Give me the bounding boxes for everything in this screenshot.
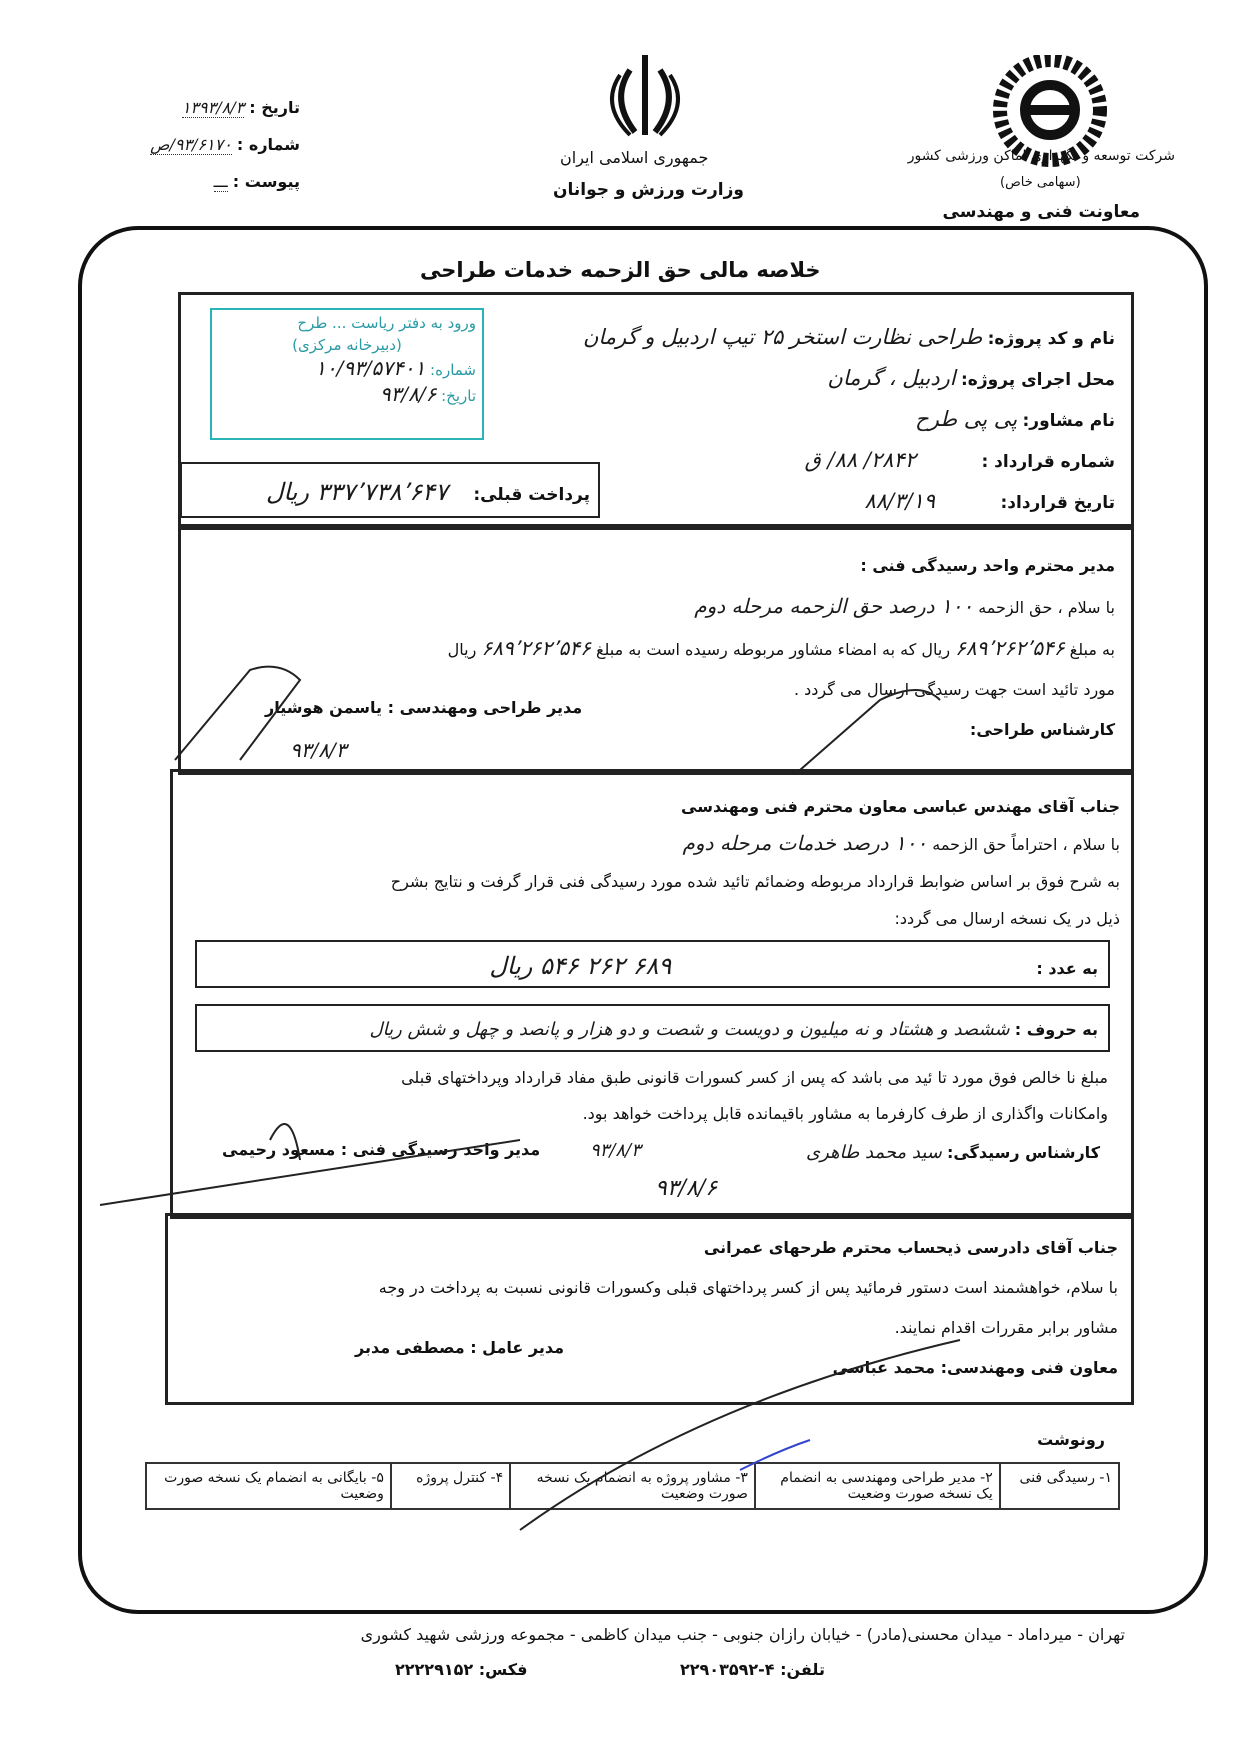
copies-table — [145, 1462, 1120, 1510]
ministry-name: وزارت ورزش و جوانان — [553, 180, 744, 200]
section1-heading: مدیر محترم واحد رسیدگی فنی : — [860, 556, 1115, 575]
section2-line3: ذیل در یک نسخه ارسال می گردد: — [894, 909, 1120, 928]
prev-payment-label: پرداخت قبلی: — [473, 485, 590, 505]
words-label: به حروف : — [1014, 1020, 1098, 1039]
review-note2: وامکانات واگذاری از طرف کارفرما به مشاور باقیمانده قابل پرداخت خواهد بود. — [582, 1104, 1108, 1123]
number-value: ۹۳/۶۱۷۰/ص — [150, 135, 232, 154]
reviewer — [806, 1142, 1100, 1163]
section1-fee-desc: ۱۰۰ درصد حق الزحمه مرحله دوم — [694, 594, 974, 618]
section-payment — [158, 1228, 1118, 1388]
project-location-label: محل اجرای پروژه: — [961, 370, 1115, 390]
design-manager-date: ۹۳/۸/۳ — [290, 738, 347, 762]
stamp-date-value: ۹۳/۸/۶ — [379, 382, 437, 406]
reviewer-label: کارشناس رسیدگی: — [946, 1143, 1100, 1162]
project-name-value: طراحی نظارت استخر ۲۵ تیپ اردبیل و گرمان — [582, 325, 983, 349]
deputy-signatory: معاون فنی ومهندسی: محمد عباسی — [832, 1358, 1118, 1377]
footer-fax: فکس: ۲۲۲۲۹۱۵۲ — [395, 1660, 528, 1679]
prev-payment-value: ۳۳۷٬۷۳۸٬۶۴۷ ریال — [265, 478, 448, 506]
reviewer-value: سید محمد طاهری — [806, 1142, 942, 1163]
date-label: تاریخ : — [249, 98, 300, 117]
review-hand-date: ۹۳/۸/۳ — [590, 1140, 641, 1161]
copy-item: ۱- رسیدگی فنی — [1000, 1463, 1119, 1509]
review-bottom-date: ۹۳/۸/۶ — [655, 1176, 718, 1201]
section1-line1: با سلام ، حق الزحمه — [978, 598, 1115, 617]
company-name: شرکت توسعه و نگهداری اماکن ورزشی کشور — [907, 148, 1175, 164]
section3-heading: جناب آقای دادرسی ذیحساب محترم طرحهای عمرانی — [703, 1238, 1118, 1257]
project-location-value: اردبیل ، گرمان — [827, 366, 956, 390]
contract-date-label: تاریخ قرارداد: — [1000, 493, 1115, 513]
previous-payment-box — [180, 462, 600, 518]
copy-item: ۳- مشاور پروژه به انضمام یک نسخه صورت وضعیت — [510, 1463, 755, 1509]
department: معاونت فنی و مهندسی — [942, 202, 1140, 222]
copy-item: ۴- کنترل پروژه — [391, 1463, 510, 1509]
document-title: خلاصه مالی حق الزحمه خدمات طراحی — [420, 258, 821, 282]
section2-line1: با سلام ، احتراماً حق الزحمه — [932, 835, 1120, 854]
copy-item: ۵- بایگانی به انضمام یک نسخه صورت وضعیت — [146, 1463, 391, 1509]
footer-phone: تلفن: ۴-۲۲۹۰۳۵۹۲ — [680, 1660, 825, 1679]
section3-line1: با سلام، خواهشمند است دستور فرمائید پس از کسر پرداختهای قبلی وکسورات قانونی نسبت به پرداخت در وجه — [378, 1278, 1118, 1297]
section-design — [165, 546, 1115, 750]
number-label: شماره : — [236, 135, 300, 154]
footer-address: تهران - میرداماد - میدان محسنی(مادر) - خیابان رازان جنوبی - جنب میدان کاظمی - مجموعه ورزشی شهید کشوری — [360, 1625, 1125, 1644]
section3-line2: مشاور برابر مقررات اقدام نمایند. — [894, 1318, 1118, 1337]
received-stamp — [210, 308, 484, 440]
header-attachment — [100, 172, 300, 191]
section1-text-b: ریال که به امضاء مشاور مربوطه رسیده است به مبلغ — [595, 640, 951, 659]
review-note1: مبلغ نا خالص فوق مورد تا ئید می باشد که پس از کسر کسورات قانونی طبق مفاد قرارداد وپرداختهای قبلی — [401, 1068, 1108, 1087]
review-notes — [148, 1060, 1108, 1132]
design-manager: مدیر طراحی ومهندسی : یاسمن هوشیار — [265, 698, 583, 717]
stamp-number-value: ۱۰/۹۳/۵۷۴۰۱ — [315, 356, 426, 380]
stamp-line1: ورود به دفتر ریاست ... طرح — [297, 314, 476, 332]
amount-digits-box — [195, 940, 1110, 988]
header-date — [100, 98, 300, 117]
design-expert-label: کارشناس طراحی: — [969, 720, 1115, 739]
stamp-date-label: تاریخ: — [441, 387, 476, 405]
company-type: (سهامی خاص) — [1000, 175, 1081, 190]
stamp-number-label: شماره: — [430, 361, 476, 379]
date-value: ۱۳۹۳/۸/۳ — [181, 98, 245, 117]
words-value: ششصد و هشتاد و نه میلیون و دویست و شصت و دو هزار و پانصد و چهل و شش ریال — [369, 1019, 1010, 1040]
copy-item: ۲- مدیر طراحی ومهندسی به انضمام یک نسخه صورت وضعیت — [755, 1463, 1000, 1509]
section2-line2: به شرح فوق بر اساس ضوابط قرارداد مربوطه وضمائم تائید شده مورد رسیدگی فنی قرار گرفت و نتایج بشرح — [390, 872, 1120, 891]
attachment-label: پیوست : — [232, 172, 300, 191]
contract-no-value: ۲۸۴۲/ ۸۸/ ق — [804, 448, 917, 472]
section1-line3: مورد تائید است جهت رسیدگی ارسال می گردد . — [794, 680, 1115, 699]
consultant-value: پی پی طرح — [915, 407, 1018, 431]
section1-amount: ۶۸۹٬۲۶۲٬۵۴۶ — [955, 636, 1065, 660]
stamp-line2: (دبیرخانه مرکزی) — [292, 336, 402, 354]
digits-value: ۶۸۹ ۲۶۲ ۵۴۶ ریال — [489, 952, 672, 980]
section1-amount2: ۶۸۹٬۲۶۲٬۵۴۶ — [481, 636, 591, 660]
amount-words-box — [195, 1004, 1110, 1052]
iran-emblem — [600, 50, 690, 140]
contract-no-label: شماره قرارداد : — [981, 452, 1115, 472]
ceo-signatory: مدیر عامل : مصطفی مدبر — [355, 1338, 564, 1357]
section1-text-a: به مبلغ — [1069, 640, 1115, 659]
section-review — [160, 788, 1120, 937]
attachment-value: ـــ — [213, 172, 228, 191]
section2-fee-desc: ۱۰۰ درصد خدمات مرحله دوم — [682, 831, 928, 855]
review-unit-manager: مدیر واحد رسیدگی فنی : مسعود رحیمی — [222, 1140, 541, 1159]
project-name-label: نام و کد پروژه: — [987, 329, 1115, 349]
copies-label: رونوشت — [1037, 1430, 1105, 1449]
digits-label: به عدد : — [1036, 959, 1098, 978]
consultant-label: نام مشاور: — [1022, 411, 1115, 431]
republic-name: جمهوری اسلامی ایران — [560, 148, 709, 167]
section1-text-c: ریال — [447, 640, 477, 659]
section2-heading: جناب آقای مهندس عباسی معاون محترم فنی ومهندسی — [681, 797, 1120, 816]
contract-date-value: ۸۸/۳/۱۹ — [864, 489, 936, 513]
header-number — [70, 135, 300, 154]
